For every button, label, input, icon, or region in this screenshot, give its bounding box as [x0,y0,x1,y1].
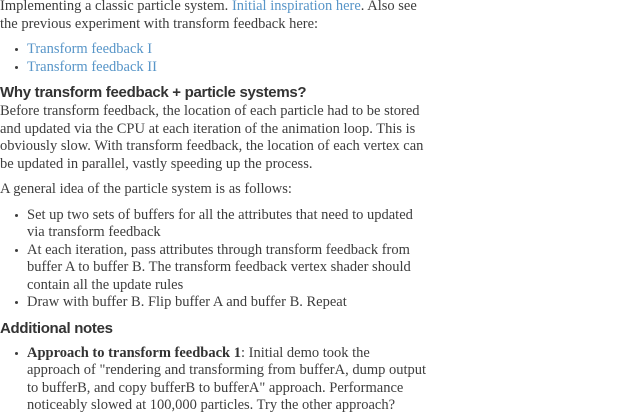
paragraph-line: Before transform feedback, the location of each particle had to be stored [0,103,420,119]
notes-section-heading: Additional notes [0,319,113,337]
list-item-line: buffer A to buffer B. The transform feedback vertex shader should [27,259,411,275]
why-paragraph [0,103,640,173]
list-item [0,294,640,312]
note-line-4: noticeably slowed at 100,000 particles. Try the other approach? [27,397,396,413]
list-item [0,59,640,77]
note-line-2: approach of "rendering and transforming from bufferA, dump output [27,362,427,378]
note-line-3: to bufferB, and copy bufferB to bufferA" approach. Performance [27,379,404,396]
paragraph-line: be updated in parallel, vastly speeding up the process. [0,155,313,172]
paragraph-line: and updated via the CPU at each iteration of the animation loop. This is [0,120,416,137]
list-item-line: via transform feedback [27,224,161,240]
list-item-line: At each iteration, pass attributes through transform feedback from [27,241,410,258]
initial-inspiration-link[interactable]: Initial inspiration here [231,0,361,14]
note-bold-title: Approach to transform feedback 1 [27,344,241,361]
list-item [0,207,640,242]
transform-feedback-link-list [0,41,640,76]
list-item-line: Set up two sets of buffers for all the attributes that need to updated [27,206,413,223]
list-item [0,345,640,415]
intro-paragraph [0,0,640,33]
list-item-line: contain all the update rules [27,276,184,293]
transform-feedback-1-link[interactable]: Transform feedback I [27,41,153,57]
additional-notes-list [0,345,640,415]
why-section-heading: Why transform feedback + particle systems? [0,84,307,101]
intro-text-pre: Implementing a classic particle system. [0,0,232,14]
note-text: : Initial demo took the [241,344,370,361]
list-item-line: Draw with buffer B. Flip buffer A and buffer B. Repeat [27,294,347,310]
particle-system-steps-list [0,207,640,312]
intro-text-post: . Also see [360,0,417,14]
general-idea-paragraph [0,181,640,199]
intro-line-2: the previous experiment with transform feedback here: [0,15,319,32]
list-item [0,41,640,59]
paragraph-line: obviously slow. With transform feedback, the location of each vertex can [0,138,424,154]
note-line-1 [27,345,640,363]
list-item [0,242,640,295]
intro-line-1 [0,0,640,16]
transform-feedback-2-link[interactable]: Transform feedback II [27,58,157,75]
paragraph-line: A general idea of the particle system is as follows: [0,181,292,197]
